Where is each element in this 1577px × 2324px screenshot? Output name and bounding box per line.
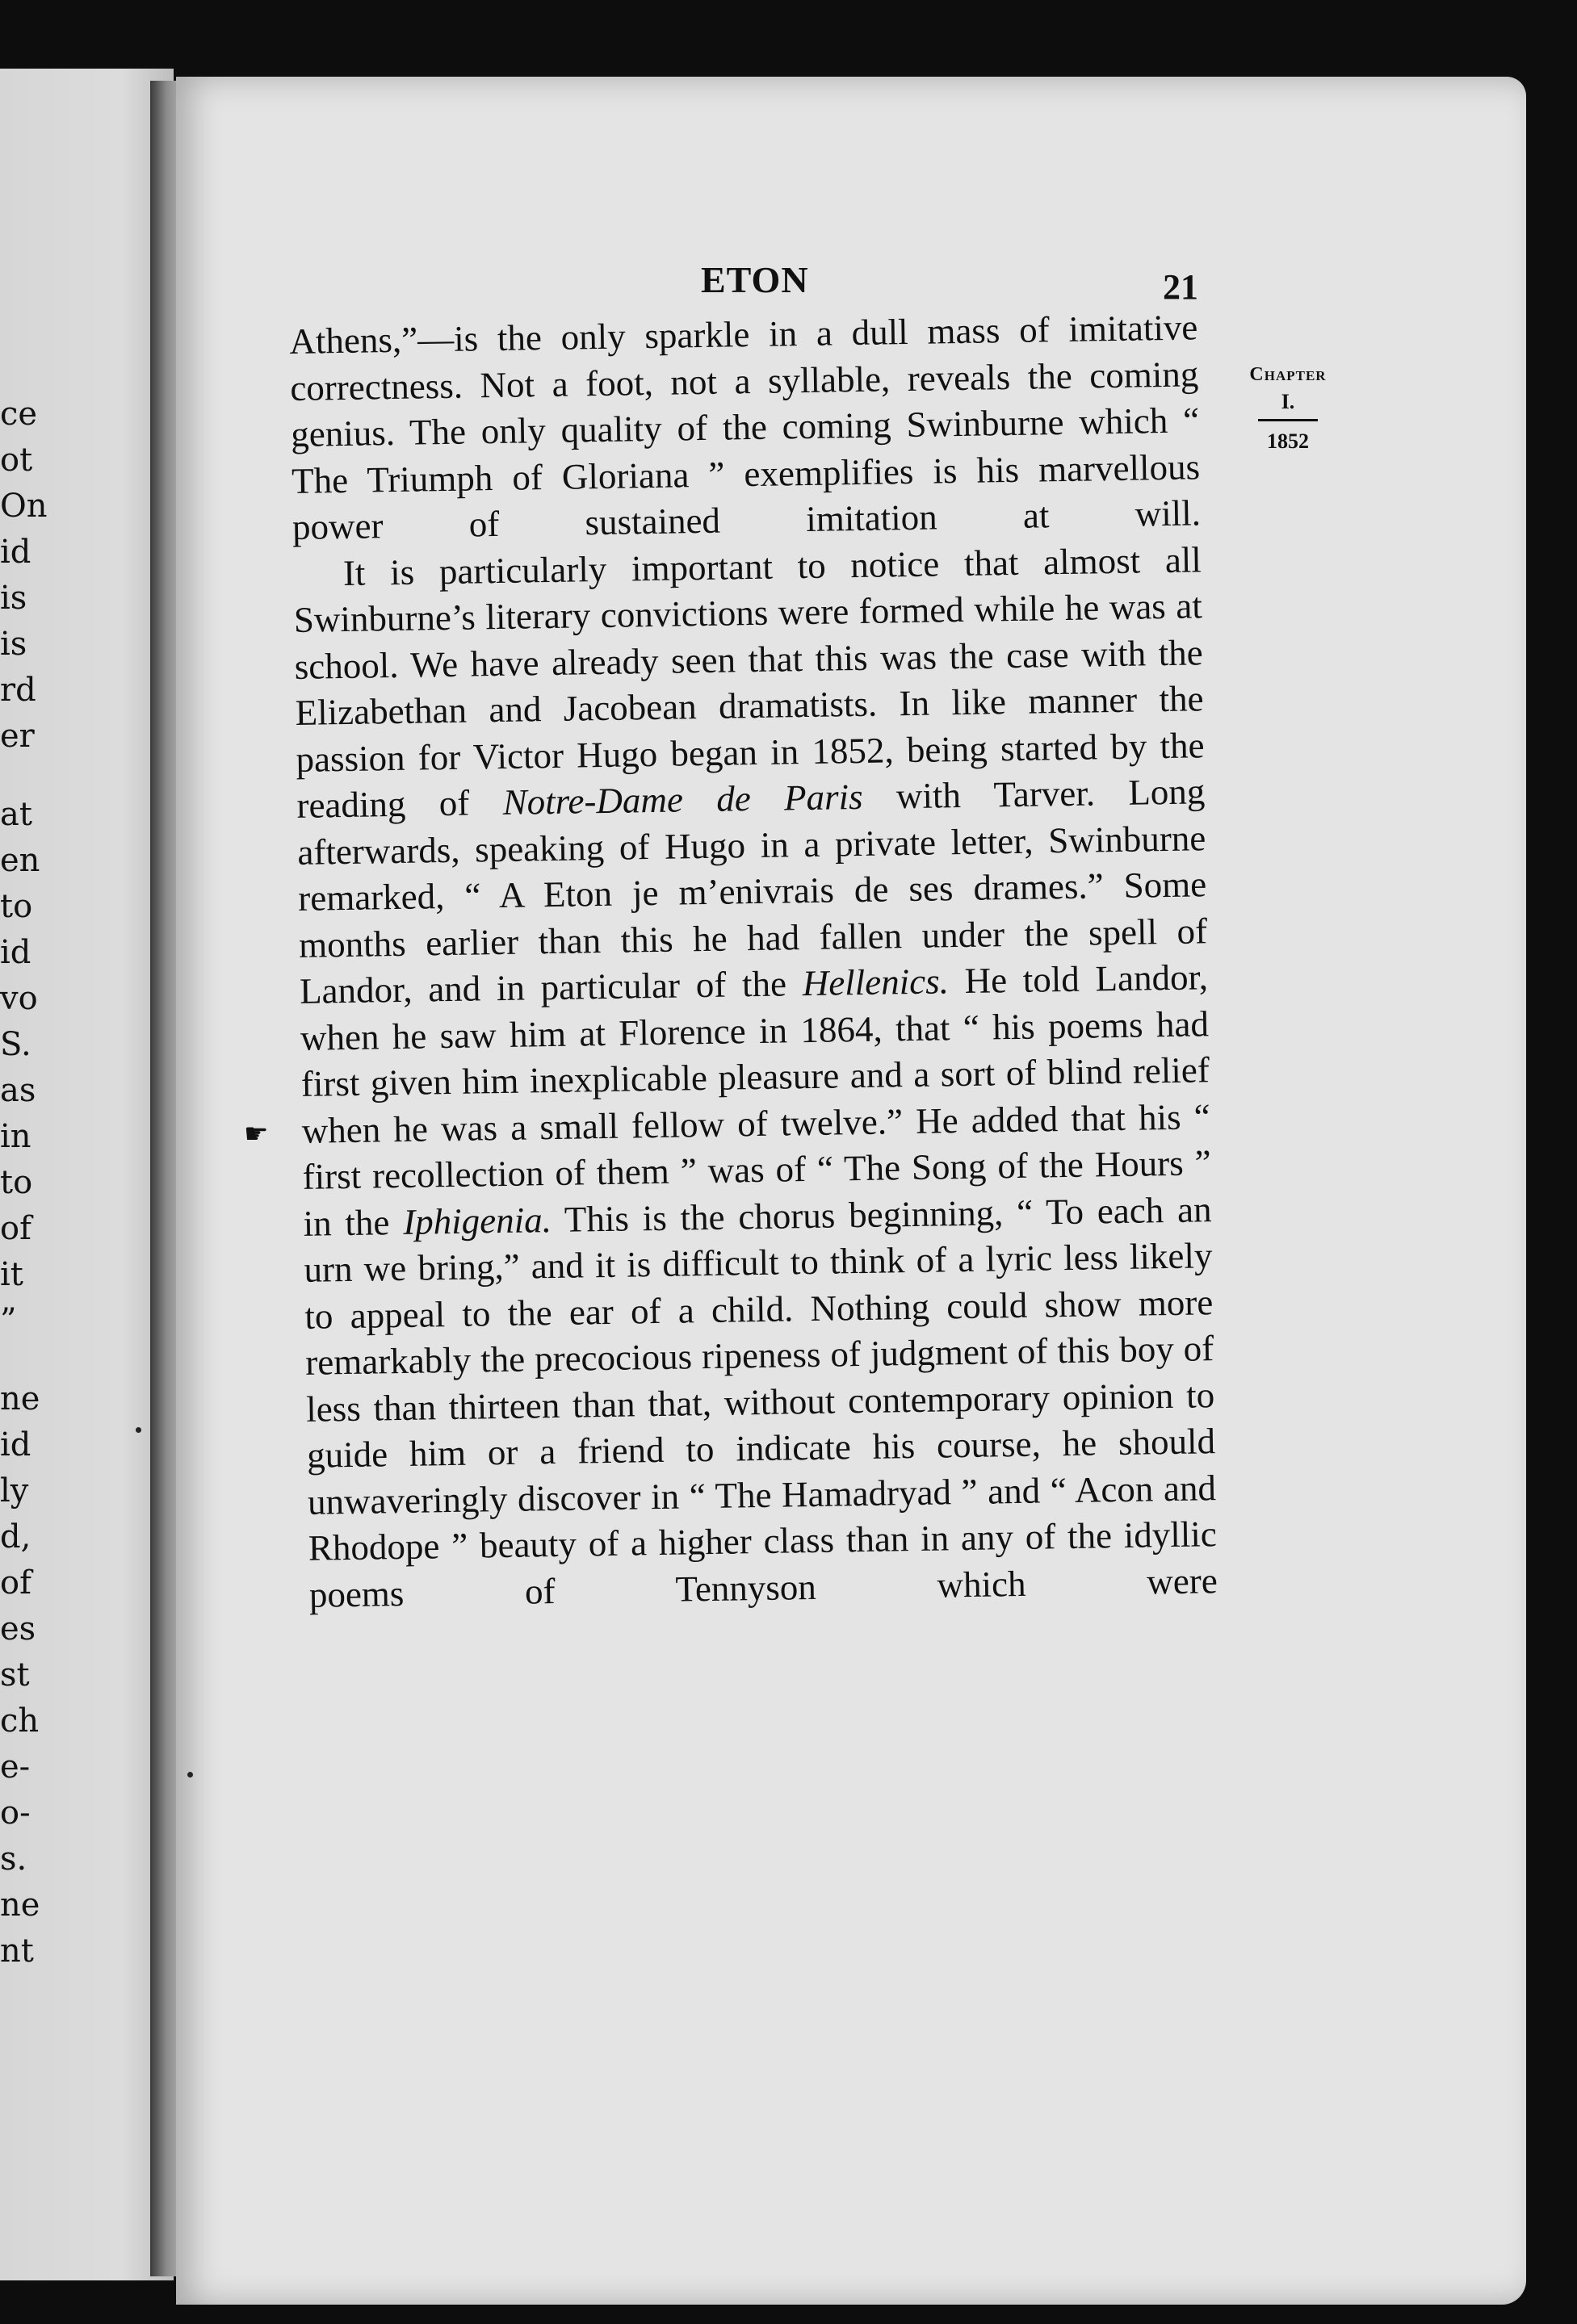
facing-page-fragment: as bbox=[0, 1072, 36, 1109]
facing-page-fragment: er bbox=[0, 718, 35, 755]
facing-page-fragment bbox=[0, 760, 32, 792]
facing-page-fragment: it bbox=[0, 1256, 23, 1293]
text-run: He told Landor, when he saw him at Florence in 1864, that “ his poems had first given him inexplicable pleasure and a sort of blind relief when he was a small fellow of twelve.” He added that his “ first recollection of them ” was of “ The Song of the Hours ” in the bbox=[300, 957, 1211, 1244]
facing-page-fragment: o- bbox=[0, 1794, 31, 1832]
facing-page-fragment: ot bbox=[0, 442, 33, 479]
facing-page-fragment: vo bbox=[0, 980, 38, 1017]
facing-page-fragment: ne bbox=[0, 1886, 40, 1924]
facing-page-fragment: On bbox=[0, 488, 48, 525]
facing-page-fragment: s. bbox=[0, 1840, 27, 1878]
facing-page-fragment: rd bbox=[0, 672, 36, 709]
facing-page-fragment: ly bbox=[0, 1472, 29, 1510]
body-text bbox=[289, 304, 1218, 1618]
pointing-hand-icon: ☛ bbox=[244, 1118, 269, 1150]
page-number: 21 bbox=[1163, 267, 1198, 307]
facing-page-fragment: ch bbox=[0, 1702, 40, 1740]
facing-page-fragment: es bbox=[0, 1610, 36, 1648]
paragraph bbox=[293, 537, 1218, 1618]
facing-page-fragment: at bbox=[0, 796, 32, 833]
facing-page-fragment: d, bbox=[0, 1518, 31, 1556]
text-run: with Tarver. Long afterwards, speaking of Hugo in a private letter, Swinburne remarked, “ A Eton je m’enivrais de ses drames.” Some months earlier than this he had fallen under the spell of Landor, and in particular of the bbox=[296, 771, 1208, 1011]
facing-page-fragment: is bbox=[0, 626, 27, 663]
facing-page-fragment: nt bbox=[0, 1932, 34, 1970]
margin-note-chapter: I. bbox=[1281, 390, 1295, 413]
text-run: This is the chorus beginning, “ To each an urn we bring,” and it is difficult to think of a lyric less likely to appeal to the ear of a child. Nothing could show more remarkably the precocious ripeness of judgment of this boy of less than thirteen than that, without contemporary opinion to guide him or a friend to indicate his course, he should unwaveringly discover in “ The Hamadryad ” and “ Acon and Rhodope ” beauty of a higher class than in any of the idyllic poems of Tennyson which were bbox=[304, 1188, 1218, 1615]
facing-page-fragment bbox=[0, 1344, 32, 1376]
book-title: Iphigenia. bbox=[402, 1199, 552, 1242]
facing-page-fragment: ce bbox=[0, 396, 38, 433]
scan-speck bbox=[136, 1427, 141, 1433]
facing-page-fragment: e- bbox=[0, 1748, 31, 1786]
facing-page-fragment: ” bbox=[0, 1302, 17, 1339]
margin-note-year: 1852 bbox=[1267, 429, 1309, 453]
facing-page-fragment: of bbox=[0, 1210, 31, 1247]
margin-note-label: Chapter bbox=[1249, 364, 1327, 385]
facing-page-fragment: id bbox=[0, 934, 31, 971]
text-run: It is particularly important to notice that almost all Swinburne’s literary convictions were formed while he was at school. We have already seen that this was the case with the Elizabethan and Jacobean dramatists. In like manner the passion for Victor Hugo began in 1852, being started by the reading of bbox=[293, 538, 1205, 826]
facing-page-fragment: en bbox=[0, 842, 40, 879]
facing-page-fragment: st bbox=[0, 1656, 30, 1694]
book-title: Notre-Dame de Paris bbox=[502, 776, 863, 823]
facing-page-fragment: id bbox=[0, 1426, 31, 1463]
running-title: ETON bbox=[701, 259, 809, 300]
facing-page-fragment: id bbox=[0, 534, 31, 571]
scan-speck bbox=[187, 1772, 193, 1778]
facing-page-fragment: is bbox=[0, 580, 27, 617]
facing-page-fragment: of bbox=[0, 1564, 31, 1602]
facing-page-fragment: to bbox=[0, 1164, 33, 1201]
facing-page-fragment: S. bbox=[0, 1026, 31, 1063]
book-page bbox=[176, 77, 1526, 2305]
facing-page-fragment: in bbox=[0, 1118, 31, 1155]
margin-note-rule bbox=[1258, 419, 1318, 421]
facing-page-edge bbox=[0, 69, 174, 2280]
paragraph: Athens,”—is the only sparkle in a dull mass of imitative correctness. Not a foot, not a syllable, reveals the coming genius. The only quality of the coming Swinburne which “ The Triumph of Gloriana ” exemplifies is his marvellous power of sustained imitation at will. bbox=[289, 307, 1202, 547]
facing-page-fragment: to bbox=[0, 888, 33, 925]
margin-note bbox=[1227, 361, 1348, 455]
facing-page-text-fragments bbox=[0, 392, 48, 1974]
book-title: Hellenics. bbox=[802, 961, 950, 1004]
facing-page-fragment: ne bbox=[0, 1380, 40, 1417]
